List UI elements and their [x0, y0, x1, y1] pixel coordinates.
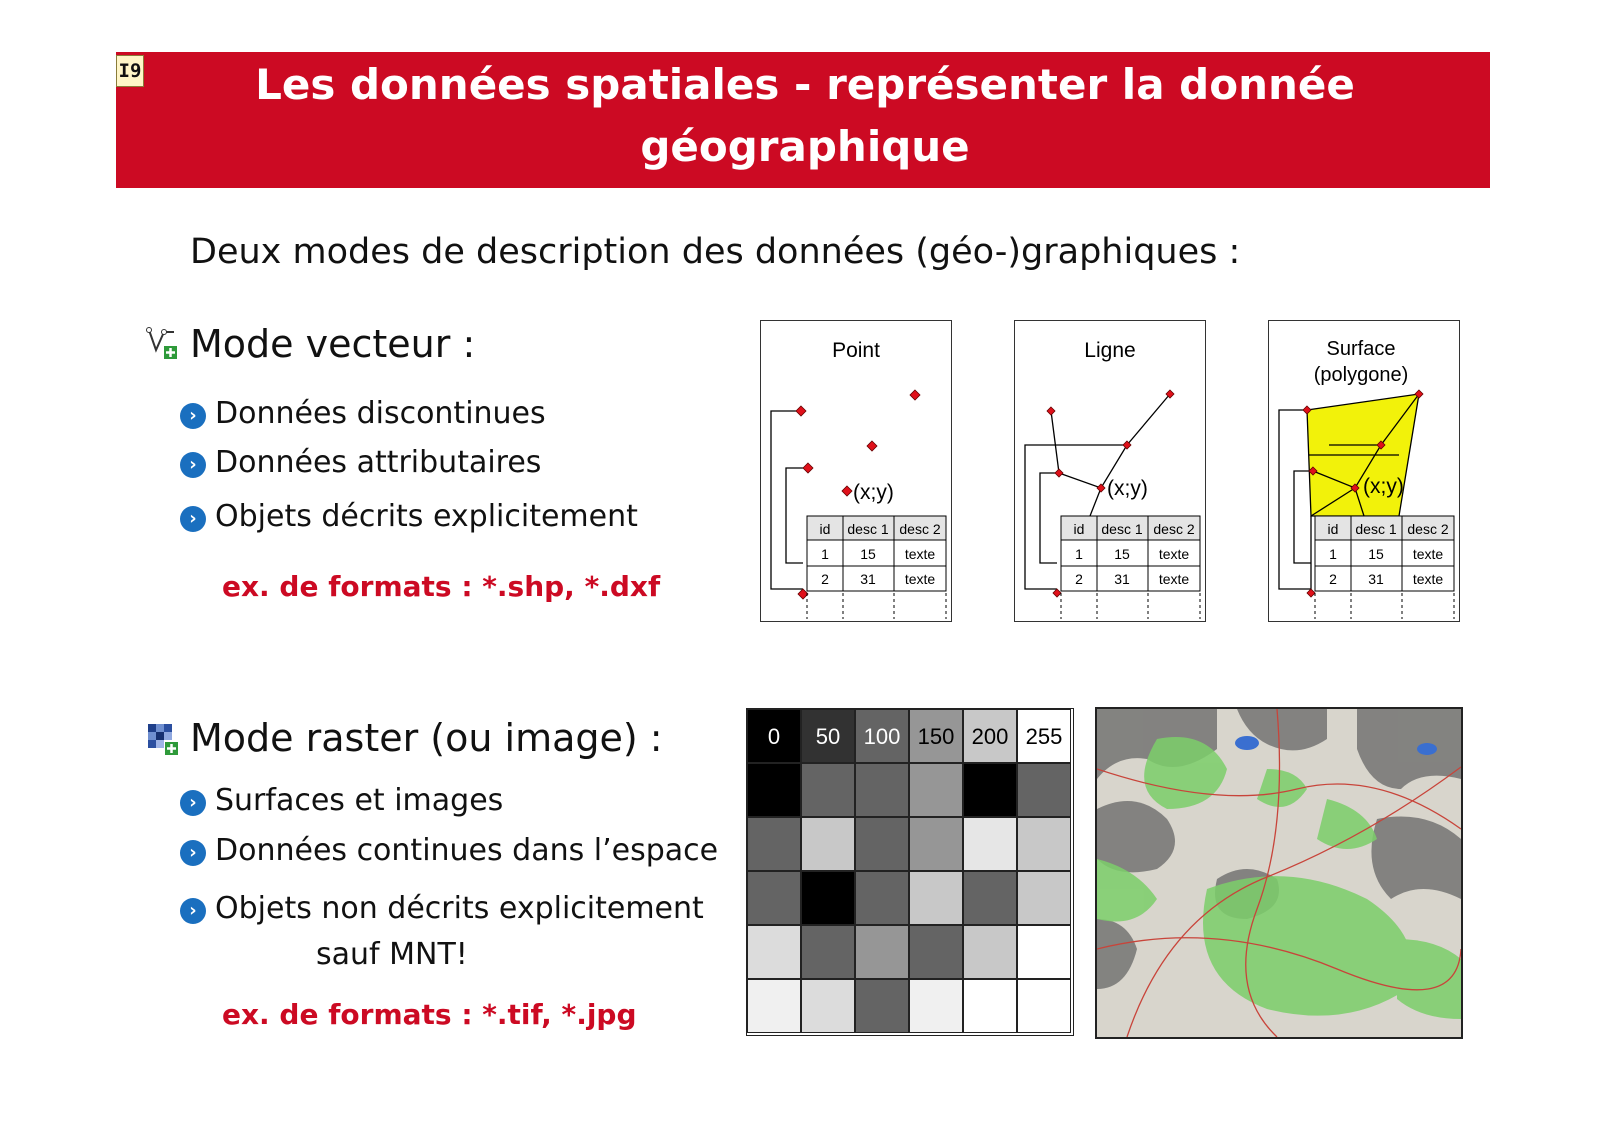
raster-legend-cell: 0	[747, 709, 801, 763]
raster-pixel	[855, 871, 909, 925]
svg-text:2: 2	[821, 571, 829, 587]
polygon-diagram	[1268, 320, 1460, 622]
chevron-bullet-icon: ›	[180, 452, 206, 478]
svg-text:desc 1: desc 1	[847, 521, 889, 537]
raster-pixel	[801, 763, 855, 817]
svg-text:15: 15	[860, 546, 876, 562]
chevron-bullet-icon: ›	[180, 403, 206, 429]
line-diagram	[1014, 320, 1206, 622]
svg-text:1: 1	[1329, 546, 1337, 562]
vector-bullet-1: Données discontinues	[215, 396, 546, 431]
point-diagram-title: Point	[832, 339, 880, 362]
raster-legend-cell: 100	[855, 709, 909, 763]
svg-text:id: id	[1073, 521, 1085, 537]
svg-text:id: id	[1327, 521, 1339, 537]
raster-pixel	[801, 817, 855, 871]
svg-text:desc 2: desc 2	[899, 521, 941, 537]
raster-pixel	[963, 871, 1017, 925]
raster-pixel	[1017, 979, 1071, 1033]
raster-pixel	[855, 763, 909, 817]
raster-bullet-3-continuation: sauf MNT!	[316, 937, 468, 972]
raster-bullet-3: Objets non décrits explicitement	[215, 891, 704, 926]
chevron-bullet-icon: ›	[180, 840, 206, 866]
svg-text:texte: texte	[1412, 546, 1444, 562]
raster-pixel	[801, 979, 855, 1033]
raster-pixel	[747, 979, 801, 1033]
svg-text:texte: texte	[1412, 571, 1444, 587]
raster-legend-cell: 200	[963, 709, 1017, 763]
raster-pixel	[1017, 871, 1071, 925]
raster-pixel	[909, 763, 963, 817]
raster-pixel	[1017, 817, 1071, 871]
chevron-bullet-icon: ›	[180, 506, 206, 532]
raster-pixel	[747, 817, 801, 871]
raster-pixel	[963, 817, 1017, 871]
slide-title-line-2: géographique	[640, 122, 970, 171]
chevron-bullet-icon: ›	[180, 898, 206, 924]
raster-pixel	[1017, 763, 1071, 817]
raster-pixel	[1017, 925, 1071, 979]
point-diagram	[760, 320, 952, 622]
raster-bullet-2: Données continues dans l’espace	[215, 833, 719, 868]
slide-title-line-1: Les données spatiales - représenter la donnée	[255, 60, 1355, 109]
vector-formats: ex. de formats : *.shp, *.dxf	[222, 570, 661, 603]
slide-title	[170, 54, 1440, 178]
raster-pixel	[747, 925, 801, 979]
vector-layer-icon	[146, 326, 180, 360]
raster-mode-title: Mode raster (ou image) :	[190, 716, 663, 760]
svg-text:texte: texte	[1158, 571, 1190, 587]
svg-text:desc 1: desc 1	[1355, 521, 1397, 537]
coordinate-label: (x;y)	[1107, 477, 1148, 500]
chevron-bullet-icon: ›	[180, 790, 206, 816]
subtitle: Deux modes de description des données (géo-)graphiques :	[190, 232, 1241, 272]
svg-text:1: 1	[1075, 546, 1083, 562]
raster-layer-icon	[146, 722, 180, 756]
raster-legend-cell: 255	[1017, 709, 1071, 763]
coordinate-label: (x;y)	[1363, 475, 1404, 498]
raster-grid	[746, 708, 1074, 1036]
coordinate-label: (x;y)	[853, 481, 894, 504]
svg-text:1: 1	[821, 546, 829, 562]
raster-legend-cell: 50	[801, 709, 855, 763]
topographic-map-image	[1095, 707, 1463, 1039]
svg-text:15: 15	[1368, 546, 1384, 562]
raster-pixel	[909, 817, 963, 871]
svg-text:2: 2	[1075, 571, 1083, 587]
raster-legend-cell: 150	[909, 709, 963, 763]
raster-pixel	[963, 979, 1017, 1033]
raster-pixel	[747, 763, 801, 817]
svg-text:texte: texte	[904, 571, 936, 587]
svg-text:texte: texte	[904, 546, 936, 562]
raster-pixel	[963, 925, 1017, 979]
svg-text:desc 2: desc 2	[1407, 521, 1449, 537]
svg-text:desc 1: desc 1	[1101, 521, 1143, 537]
vector-bullet-3: Objets décrits explicitement	[215, 499, 638, 534]
raster-pixel	[855, 979, 909, 1033]
svg-text:31: 31	[1114, 571, 1130, 587]
raster-pixel	[801, 871, 855, 925]
vector-bullet-2: Données attributaires	[215, 445, 542, 480]
svg-text:31: 31	[1368, 571, 1384, 587]
raster-pixel	[801, 925, 855, 979]
raster-pixel	[909, 925, 963, 979]
raster-pixel	[747, 871, 801, 925]
polygon-diagram-subtitle: (polygone)	[1313, 364, 1409, 386]
line-diagram-title: Ligne	[1084, 339, 1136, 362]
raster-pixel	[909, 871, 963, 925]
svg-text:id: id	[819, 521, 831, 537]
svg-text:15: 15	[1114, 546, 1130, 562]
raster-pixel	[855, 925, 909, 979]
slide-number-tag: I9	[116, 55, 144, 87]
vector-mode-title: Mode vecteur :	[190, 322, 476, 366]
raster-pixel	[963, 763, 1017, 817]
svg-text:31: 31	[860, 571, 876, 587]
raster-pixel	[909, 979, 963, 1033]
polygon-diagram-title: Surface	[1326, 338, 1396, 360]
raster-formats: ex. de formats : *.tif, *.jpg	[222, 998, 637, 1031]
svg-text:texte: texte	[1158, 546, 1190, 562]
svg-text:2: 2	[1329, 571, 1337, 587]
svg-text:desc 2: desc 2	[1153, 521, 1195, 537]
raster-pixel	[855, 817, 909, 871]
map-svg	[1097, 709, 1461, 1037]
raster-bullet-1: Surfaces et images	[215, 783, 504, 818]
